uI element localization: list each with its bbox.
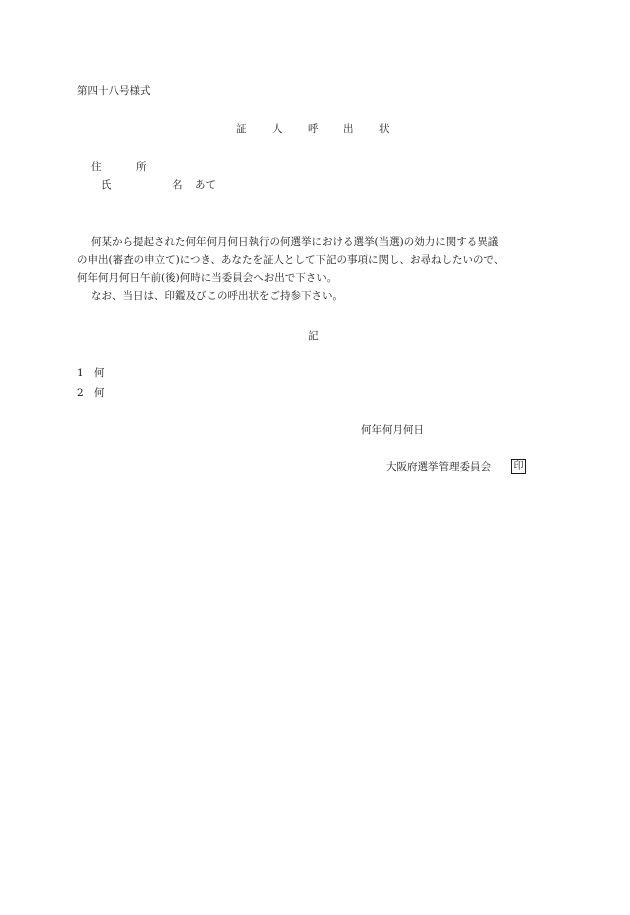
title-char-2: 人	[272, 123, 283, 135]
item-text: 何	[94, 367, 105, 379]
title-char-1: 証	[236, 123, 247, 135]
body-paragraph-1-line-1: 何某から提起された何年何月何日執行の何選挙における選挙(当選)の効力に関する異議	[91, 236, 499, 248]
name-suffix: あて	[195, 179, 216, 191]
address-label-char-2: 所	[136, 161, 147, 173]
title-char-5: 状	[379, 123, 390, 135]
title-char-3: 呼	[308, 123, 319, 135]
name-label-char-2: 名	[172, 179, 183, 191]
body-paragraph-1-line-2: の申出(審査の申立て)につき、あなたを証人として下記の事項に関し、お尋ねしたいので、	[77, 254, 505, 266]
form-number: 第四十八号様式	[77, 85, 151, 97]
issuer-name: 大阪府選挙管理委員会	[386, 461, 491, 473]
body-paragraph-1-line-3: 何年何月何日午前(後)何時に当委員会へお出で下さい。	[77, 272, 338, 284]
item-text: 何	[94, 387, 105, 399]
ki-heading: 記	[308, 330, 319, 342]
item-number: 1	[77, 367, 84, 379]
body-paragraph-2: なお、当日は、印鑑及びこの呼出状をご持参下さい。	[91, 290, 343, 302]
address-label-char-1: 住	[91, 161, 102, 173]
issue-date: 何年何月何日	[361, 424, 424, 436]
name-label-char-1: 氏	[101, 179, 112, 191]
item-number: 2	[77, 387, 84, 399]
seal-mark: 印	[511, 459, 526, 474]
title-char-4: 出	[343, 123, 354, 135]
